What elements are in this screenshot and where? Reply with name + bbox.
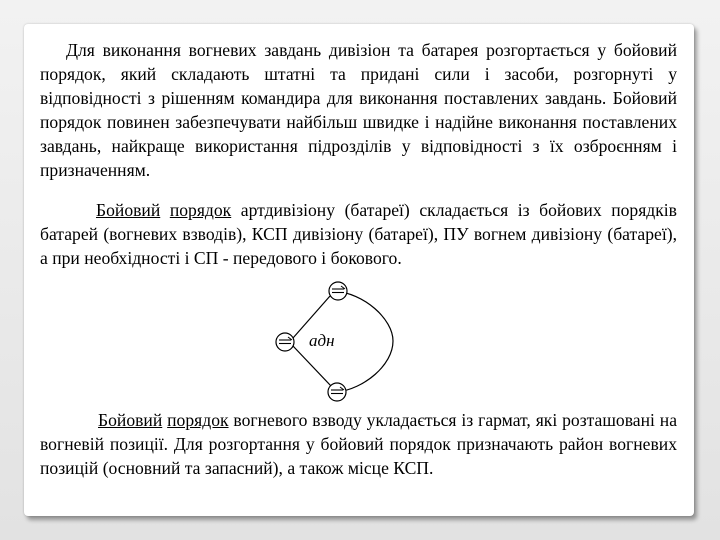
diagram-label-adn: адн [309,331,335,350]
paragraph-platoon-battle-order [40,408,677,480]
battle-order-diagram [271,279,411,404]
battery-top-symbol [329,282,347,300]
diagram-arc [334,291,393,392]
battery-bottom-symbol [328,383,346,401]
paragraph-battle-order-definition: Для виконання вогневих завдань дивізіон та батарея розгортається у бойовий порядок, який складають штатні та придані сили і засоби, розгорнуті у відповідності з рішенням командира для виконання поставлених завдань. Бойовий порядок повинен забезпечувати найбільш швидке і надійне виконання поставлених завдань, найкраще використання підрозділів у відповідності з їх озброєнням і призначенням. [40,40,677,180]
slide-card [24,24,694,516]
term-word-battle-2: Бойовий [98,410,163,430]
paragraph-division-battle-order [40,198,677,270]
term-word-order: порядок [169,200,232,220]
term-word-order-2: порядок [167,410,229,430]
paragraph3-body: вогневого взводу укладається із гармат, які розташовані на вогневій позиції. Для розгортання у бойовий порядок призначають район вогневих позицій (основний та запасний), а також місце КСП. [40,410,677,478]
diagram-line-bottom [293,346,331,386]
term-word-battle: Бойовий [96,200,161,220]
paragraph2-body: артдивізіону (батареї) складається із бойових порядків батарей (вогневих взводів), КСП дивізіону (батареї), ПУ вогнем дивізіону (батареї), а при необхідності і СП - передового і бокового. [40,200,677,268]
division-command-symbol [276,333,294,351]
